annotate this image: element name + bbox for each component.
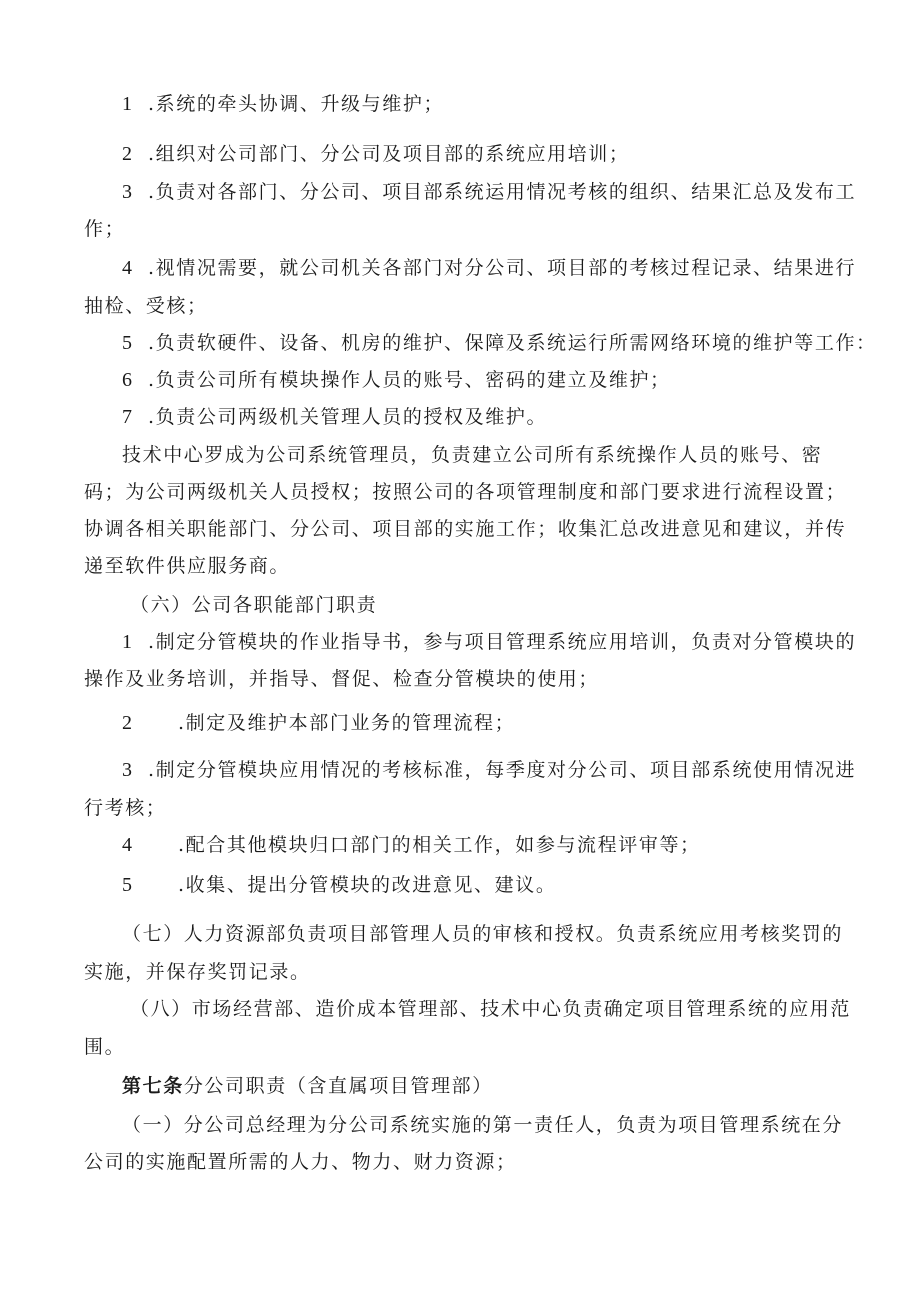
item-7 <box>122 405 547 429</box>
section-8-line1: （八）市场经营部、造价成本管理部、技术中心负责确定项目管理系统的应用范 <box>130 998 852 1020</box>
tech-center-paragraph-line3: 协调各相关职能部门、分公司、项目部的实施工作；收集汇总改进意见和建议，并传 <box>84 518 847 540</box>
article-7-item-1-line2: 公司的实施配置所需的人力、物力、财力资源； <box>84 1151 517 1173</box>
item-text: .收集、提出分管模块的改进意见、建议。 <box>178 874 557 896</box>
item-number: 3 <box>122 759 134 781</box>
item-number: 2 <box>122 712 134 734</box>
section-6-item-1-line1 <box>122 630 856 654</box>
item-4-line1 <box>122 256 856 280</box>
item-text: .组织对公司部门、分公司及项目部的系统应用培训； <box>148 143 630 165</box>
section-6-item-2 <box>122 711 515 735</box>
item-text: .负责公司两级机关管理人员的授权及维护。 <box>148 406 548 428</box>
item-number: 7 <box>122 406 134 428</box>
item-number: 6 <box>122 369 134 391</box>
article-7-heading <box>122 1074 493 1098</box>
item-text: .制定分管模块应用情况的考核标准，每季度对分公司、项目部系统使用情况进 <box>148 759 857 781</box>
item-number: 4 <box>122 834 134 856</box>
section-6-item-4 <box>122 833 701 857</box>
section-8-line2: 围。 <box>84 1036 126 1058</box>
tech-center-paragraph-line2: 码；为公司两级机关人员授权；按照公司的各项管理制度和部门要求进行流程设置； <box>84 481 847 503</box>
item-6 <box>122 368 671 392</box>
item-5 <box>122 331 877 355</box>
item-3-line1 <box>122 180 856 204</box>
tech-center-paragraph-line4: 递至软件供应服务商。 <box>84 555 291 577</box>
item-number: 5 <box>122 332 134 354</box>
article-7-title: 分公司职责（含直属项目管理部） <box>183 1075 493 1097</box>
item-number: 2 <box>122 143 134 165</box>
section-6-item-3-line2: 行考核； <box>84 797 167 819</box>
section-6-item-1-line2: 操作及业务培训，并指导、督促、检查分管模块的使用； <box>84 668 600 690</box>
item-number: 1 <box>122 631 134 653</box>
item-text: .配合其他模块归口部门的相关工作，如参与流程评审等； <box>178 834 701 856</box>
item-3-line2: 作； <box>84 218 126 240</box>
section-6-item-3-line1 <box>122 758 856 782</box>
item-text: .负责对各部门、分公司、项目部系统运用情况考核的组织、结果汇总及发布工 <box>148 181 857 203</box>
section-6-item-5 <box>122 873 556 897</box>
item-2 <box>122 142 629 166</box>
item-1 <box>122 92 444 116</box>
article-7-item-1-line1: （一）分公司总经理为分公司系统实施的第一责任人，负责为项目管理系统在分 <box>122 1114 844 1136</box>
item-number: 3 <box>122 181 134 203</box>
section-6-heading: （六）公司各职能部门职责 <box>130 594 378 616</box>
tech-center-paragraph-line1: 技术中心罗成为公司系统管理员，负责建立公司所有系统操作人员的账号、密 <box>122 444 823 466</box>
item-text: .系统的牵头协调、升级与维护； <box>148 93 445 115</box>
item-text: .负责公司所有模块操作人员的账号、密码的建立及维护； <box>148 369 671 391</box>
item-text: .负责软硬件、设备、机房的维护、保障及系统运行所需网络环境的维护等工作： <box>148 332 877 354</box>
item-4-line2: 抽检、受核； <box>84 295 208 317</box>
item-number: 1 <box>122 93 134 115</box>
article-7-label: 第七条 <box>122 1075 184 1097</box>
item-text: .视情况需要，就公司机关各部门对分公司、项目部的考核过程记录、结果进行 <box>148 257 857 279</box>
item-number: 4 <box>122 257 134 279</box>
section-7-line2: 实施，并保存奖罚记录。 <box>84 961 311 983</box>
section-7-line1: （七）人力资源部负责项目部管理人员的审核和授权。负责系统应用考核奖罚的 <box>122 923 844 945</box>
item-number: 5 <box>122 874 134 896</box>
item-text: .制定及维护本部门业务的管理流程； <box>178 712 516 734</box>
item-text: .制定分管模块的作业指导书，参与项目管理系统应用培训，负责对分管模块的 <box>148 631 857 653</box>
